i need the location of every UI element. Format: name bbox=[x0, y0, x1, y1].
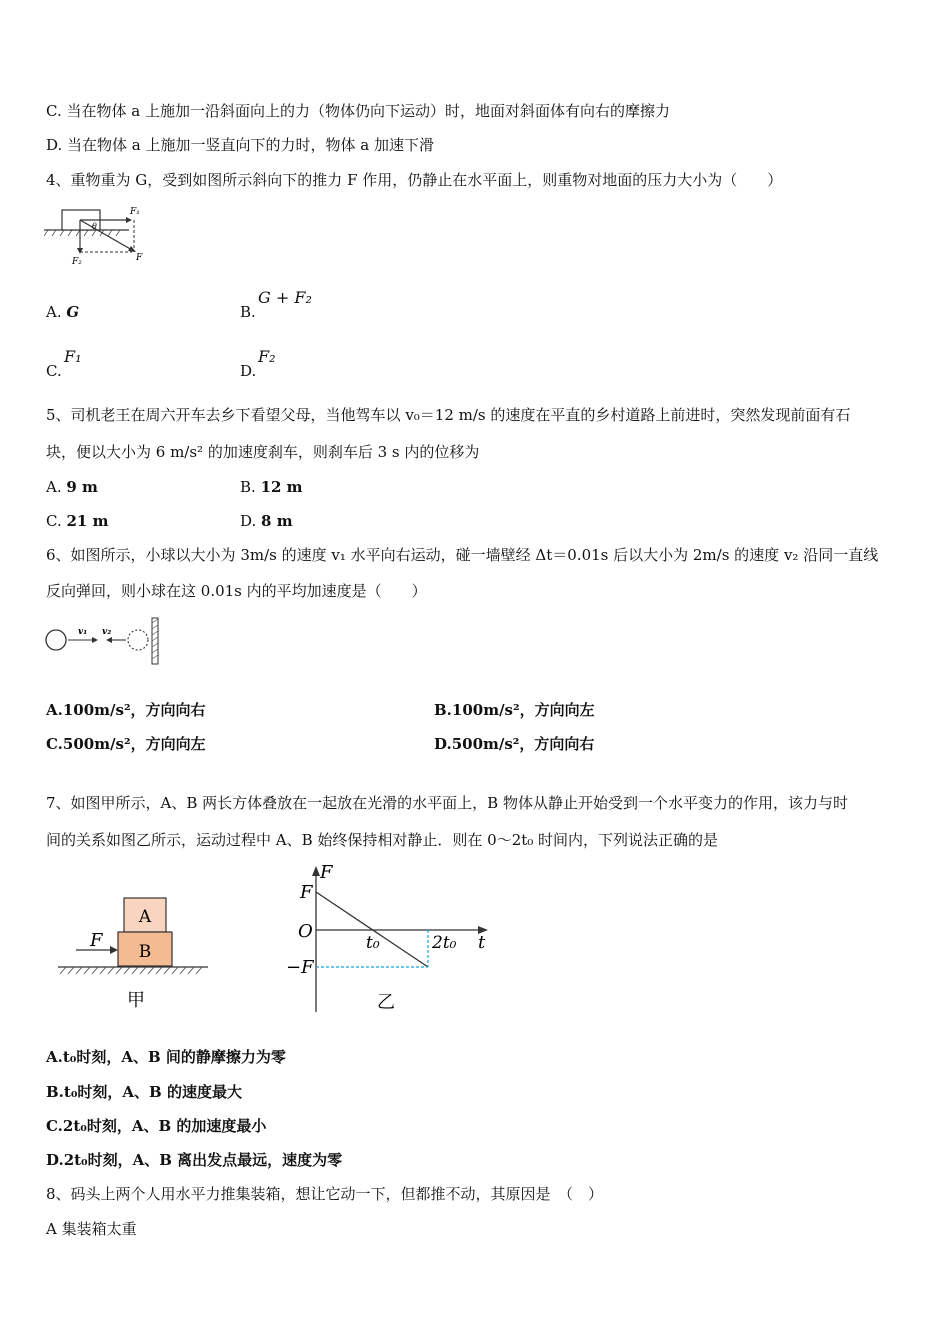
origin-label: O bbox=[298, 921, 313, 942]
q6-ball-wall-diagram bbox=[44, 614, 169, 666]
caption-yi: 乙 bbox=[377, 992, 395, 1013]
q4-option-b-text: G + F₂ bbox=[258, 288, 312, 307]
q4-stem: 4、重物重为 G，受到如图所示斜向下的推力 F 作用，仍静止在水平面上，则重物对地面的压力大小为（ ） bbox=[46, 171, 783, 189]
q4-option-d-letter: D. bbox=[240, 362, 257, 380]
label-f: F bbox=[136, 253, 143, 263]
two-t0-label: 2t₀ bbox=[432, 933, 457, 953]
q7-option-a: A.t₀时刻，A、B 间的静摩擦力为零 bbox=[46, 1048, 286, 1066]
label-f2: F₂ bbox=[72, 257, 82, 267]
q5-option-d: D. 8 m bbox=[240, 512, 293, 530]
q4-force-diagram bbox=[44, 200, 164, 268]
block-b-label: B bbox=[138, 942, 152, 962]
q6-option-d: D.500m/s²，方向向右 bbox=[434, 735, 595, 753]
q3-option-d: D. 当在物体 a 上施加一竖直向下的力时，物体 a 加速下滑 bbox=[46, 136, 434, 154]
q4-option-c-text: F₁ bbox=[64, 347, 82, 366]
q6-option-a: A.100m/s²，方向向右 bbox=[46, 701, 206, 719]
q4-option-d-text: F₂ bbox=[258, 347, 276, 366]
q4-option-c-letter: C. bbox=[46, 362, 62, 380]
axis-t-label: t bbox=[478, 932, 486, 953]
q6-option-b: B.100m/s²，方向向左 bbox=[434, 701, 595, 719]
q4-option-b-letter: B. bbox=[240, 303, 256, 321]
q8-option-a: A 集装箱太重 bbox=[46, 1220, 137, 1238]
q6-stem-line1: 6、如图所示，小球以大小为 3m/s 的速度 v₁ 水平向右运动，碰一墙壁经 Δt＝0.01s 后以大小为 2m/s 的速度 v₂ 沿同一直线 bbox=[46, 546, 879, 564]
q5-stem-line2: 块，便以大小为 6 m/s² 的加速度刹车，则刹车后 3 s 内的位移为 bbox=[46, 443, 480, 461]
q7-stem-line1: 7、如图甲所示，A、B 两长方体叠放在一起放在光滑的水平面上，B 物体从静止开始受到一个水平变力的作用，该力与时 bbox=[46, 794, 848, 812]
q7-option-d: D.2t₀时刻，A、B 离出发点最远，速度为零 bbox=[46, 1151, 343, 1169]
block-a-label: A bbox=[138, 907, 152, 927]
q5-option-c: C. 21 m bbox=[46, 512, 109, 530]
q7-figure-jia bbox=[56, 894, 212, 1014]
q6-option-c: C.500m/s²，方向向左 bbox=[46, 735, 206, 753]
q7-figure-yi bbox=[284, 860, 494, 1014]
value-f-label: F bbox=[300, 882, 313, 903]
q3-option-c: C. 当在物体 a 上施加一沿斜面向上的力（物体仍向下运动）时，地面对斜面体有向右的摩擦力 bbox=[46, 102, 670, 120]
axis-f-label: F bbox=[320, 862, 333, 883]
q5-stem-line1: 5、司机老王在周六开车去乡下看望父母，当他驾车以 v₀＝12 m/s 的速度在平直的乡村道路上前进时，突然发现前面有石 bbox=[46, 406, 851, 424]
label-v1: v₁ bbox=[78, 627, 88, 637]
q6-stem-line2: 反向弹回，则小球在这 0.01s 内的平均加速度是（ ） bbox=[46, 582, 427, 600]
neg-f-label: −F bbox=[286, 957, 314, 978]
q7-stem-line2: 间的关系如图乙所示，运动过程中 A、B 始终保持相对静止．则在 0～2t₀ 时间内，下列说法正确的是 bbox=[46, 831, 719, 849]
q4-option-a: A. G bbox=[46, 303, 80, 321]
q5-option-b: B. 12 m bbox=[240, 478, 303, 496]
force-f-label: F bbox=[90, 930, 103, 951]
t0-label: t₀ bbox=[366, 933, 380, 953]
label-f1: F₁ bbox=[130, 207, 140, 217]
caption-jia: 甲 bbox=[127, 990, 145, 1011]
q8-stem: 8、码头上两个人用水平力推集装箱，想让它动一下，但都推不动，其原因是 （ ） bbox=[46, 1185, 604, 1203]
label-theta: θ bbox=[92, 222, 97, 231]
q5-option-a: A. 9 m bbox=[46, 478, 98, 496]
q7-option-b: B.t₀时刻，A、B 的速度最大 bbox=[46, 1083, 242, 1101]
label-v2: v₂ bbox=[102, 627, 112, 637]
q7-option-c: C.2t₀时刻，A、B 的加速度最小 bbox=[46, 1117, 267, 1135]
